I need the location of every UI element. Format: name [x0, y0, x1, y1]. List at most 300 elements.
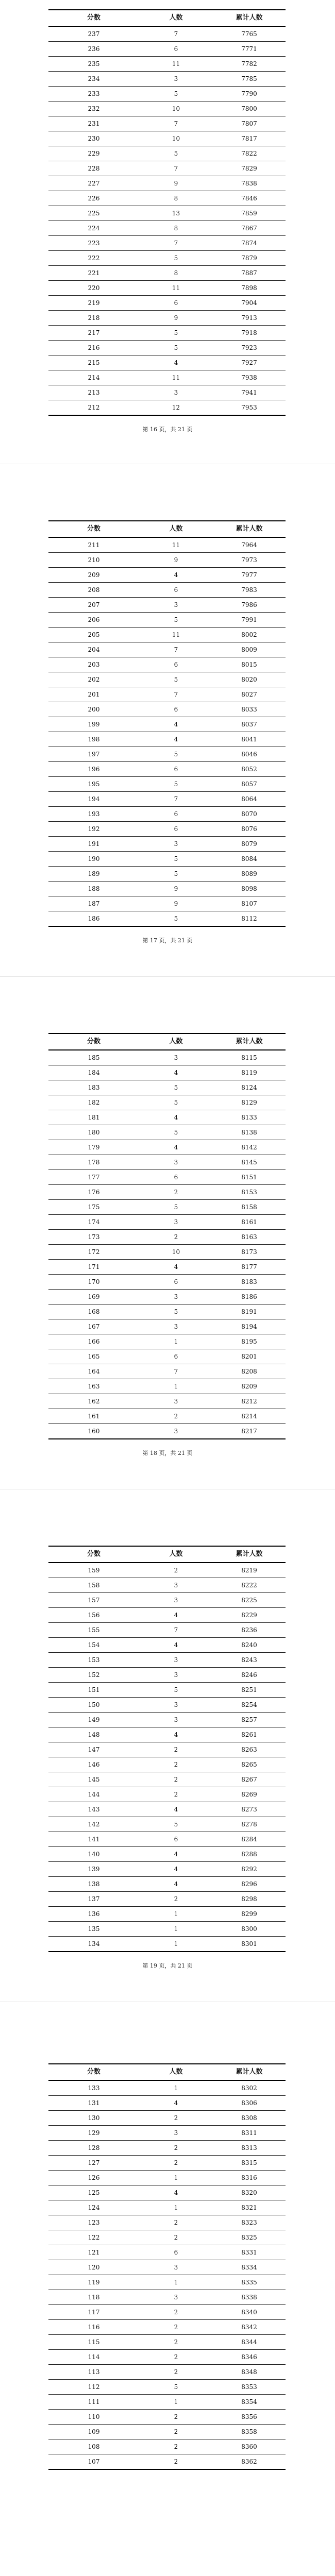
table-header-row: [48, 1546, 286, 1563]
table-row: [48, 1608, 286, 1623]
count-cell: 6: [139, 807, 213, 822]
score-cell: 112: [48, 2380, 139, 2395]
table-row: [48, 1349, 286, 1364]
score-cell: 134: [48, 1937, 139, 1952]
cumulative-cell: 8107: [213, 896, 286, 911]
count-cell: 5: [139, 867, 213, 882]
cumulative-cell: 8079: [213, 837, 286, 852]
score-cell: 114: [48, 2350, 139, 2365]
score-cell: 126: [48, 2171, 139, 2185]
score-cell: 117: [48, 2305, 139, 2320]
cumulative-cell: 8265: [213, 1757, 286, 1772]
table-row: [48, 1170, 286, 1185]
score-cell: 204: [48, 642, 139, 657]
cumulative-cell: 8292: [213, 1862, 286, 1877]
table-row: [48, 2290, 286, 2305]
score-cell: 188: [48, 882, 139, 896]
cumulative-cell: 7807: [213, 116, 286, 131]
count-cell: 5: [139, 341, 213, 355]
table-row: [48, 1563, 286, 1578]
table-row: [48, 116, 286, 131]
count-cell: 3: [139, 1155, 213, 1170]
cumulative-cell: 8340: [213, 2305, 286, 2320]
table-row: [48, 326, 286, 341]
score-cell: 150: [48, 1698, 139, 1713]
score-cell: 169: [48, 1290, 139, 1304]
cumulative-cell: 8084: [213, 852, 286, 867]
cumulative-cell: 7941: [213, 385, 286, 400]
table-row: [48, 2200, 286, 2215]
table-header-row: [48, 1033, 286, 1050]
cumulative-cell: 8254: [213, 1698, 286, 1713]
table-row: [48, 2141, 286, 2156]
score-cell: 118: [48, 2290, 139, 2305]
header-score: 分数: [48, 2064, 139, 2080]
table-row: [48, 2260, 286, 2275]
count-cell: 7: [139, 1623, 213, 1638]
score-cell: 166: [48, 1334, 139, 1349]
score-cell: 195: [48, 777, 139, 792]
count-cell: 11: [139, 537, 213, 553]
table-row: [48, 1578, 286, 1593]
score-cell: 236: [48, 42, 139, 57]
count-cell: 4: [139, 1877, 213, 1892]
score-cell: 208: [48, 583, 139, 598]
table-row: [48, 2380, 286, 2395]
score-cell: 193: [48, 807, 139, 822]
table-row: [48, 1638, 286, 1653]
score-cell: 173: [48, 1230, 139, 1245]
count-cell: 2: [139, 2410, 213, 2425]
score-cell: 141: [48, 1832, 139, 1847]
count-cell: 7: [139, 161, 213, 176]
table-row: [48, 717, 286, 732]
cumulative-cell: 8261: [213, 1727, 286, 1742]
table-row: [48, 1065, 286, 1080]
cumulative-cell: 8186: [213, 1290, 286, 1304]
score-cell: 194: [48, 792, 139, 807]
cumulative-cell: 8041: [213, 732, 286, 747]
score-cell: 228: [48, 161, 139, 176]
header-cumulative: 累计人数: [213, 1546, 286, 1563]
cumulative-cell: 8145: [213, 1155, 286, 1170]
score-cell: 201: [48, 687, 139, 702]
count-cell: 4: [139, 1608, 213, 1623]
score-cell: 153: [48, 1653, 139, 1668]
count-cell: 1: [139, 1922, 213, 1937]
count-cell: 9: [139, 553, 213, 568]
score-cell: 209: [48, 568, 139, 583]
count-cell: 10: [139, 1245, 213, 1260]
cumulative-cell: 8263: [213, 1742, 286, 1757]
cumulative-cell: 8320: [213, 2185, 286, 2200]
count-cell: 9: [139, 176, 213, 191]
score-cell: 211: [48, 537, 139, 553]
table-row: [48, 1095, 286, 1110]
cumulative-cell: 8288: [213, 1847, 286, 1862]
table-row: [48, 1713, 286, 1727]
count-cell: 7: [139, 26, 213, 42]
table-row: [48, 1110, 286, 1125]
count-cell: 2: [139, 2320, 213, 2335]
count-cell: 3: [139, 837, 213, 852]
cumulative-cell: 7829: [213, 161, 286, 176]
cumulative-cell: 8301: [213, 1937, 286, 1952]
score-cell: 190: [48, 852, 139, 867]
count-cell: 6: [139, 1832, 213, 1847]
score-cell: 172: [48, 1245, 139, 1260]
count-cell: 3: [139, 1290, 213, 1304]
count-cell: 6: [139, 42, 213, 57]
table-row: [48, 1319, 286, 1334]
count-cell: 1: [139, 1379, 213, 1394]
cumulative-cell: 8299: [213, 1907, 286, 1922]
table-row: [48, 1742, 286, 1757]
cumulative-cell: 8033: [213, 702, 286, 717]
score-cell: 127: [48, 2156, 139, 2171]
page-footer: 第 18 页，共 21 页: [142, 1450, 193, 1456]
table-row: [48, 2425, 286, 2439]
score-cell: 119: [48, 2275, 139, 2290]
count-cell: 11: [139, 281, 213, 296]
table-row: [48, 1862, 286, 1877]
score-cell: 175: [48, 1200, 139, 1215]
score-cell: 202: [48, 672, 139, 687]
count-cell: 3: [139, 1319, 213, 1334]
cumulative-cell: 8284: [213, 1832, 286, 1847]
cumulative-cell: 8240: [213, 1638, 286, 1653]
header-cumulative: 累计人数: [213, 1033, 286, 1050]
cumulative-cell: 8173: [213, 1245, 286, 1260]
cumulative-cell: 8138: [213, 1125, 286, 1140]
table-row: [48, 672, 286, 687]
count-cell: 3: [139, 2290, 213, 2305]
score-cell: 182: [48, 1095, 139, 1110]
score-cell: 230: [48, 131, 139, 146]
cumulative-cell: 8124: [213, 1080, 286, 1095]
cumulative-cell: 8346: [213, 2350, 286, 2365]
table-row: [48, 613, 286, 628]
cumulative-cell: 7983: [213, 583, 286, 598]
table-row: [48, 161, 286, 176]
score-cell: 205: [48, 628, 139, 642]
count-cell: 6: [139, 296, 213, 311]
score-cell: 133: [48, 2080, 139, 2096]
cumulative-cell: 8313: [213, 2141, 286, 2156]
count-cell: 9: [139, 882, 213, 896]
score-cell: 187: [48, 896, 139, 911]
score-cell: 218: [48, 311, 139, 326]
count-cell: 7: [139, 642, 213, 657]
cumulative-cell: 8356: [213, 2410, 286, 2425]
score-cell: 146: [48, 1757, 139, 1772]
table-row: [48, 867, 286, 882]
score-table: [48, 9, 286, 416]
cumulative-cell: 8153: [213, 1185, 286, 1200]
table-row: [48, 1140, 286, 1155]
cumulative-cell: 8089: [213, 867, 286, 882]
count-cell: 5: [139, 326, 213, 341]
cumulative-cell: 8158: [213, 1200, 286, 1215]
score-table: [48, 1546, 286, 1952]
table-row: [48, 1877, 286, 1892]
count-cell: 3: [139, 385, 213, 400]
header-score: 分数: [48, 10, 139, 26]
count-cell: 6: [139, 583, 213, 598]
count-cell: 3: [139, 1653, 213, 1668]
table-row: [48, 1050, 286, 1065]
table-body: [48, 26, 286, 415]
cumulative-cell: 8070: [213, 807, 286, 822]
count-cell: 4: [139, 717, 213, 732]
count-cell: 9: [139, 896, 213, 911]
score-cell: 158: [48, 1578, 139, 1593]
score-cell: 148: [48, 1727, 139, 1742]
cumulative-cell: 8269: [213, 1787, 286, 1802]
count-cell: 10: [139, 131, 213, 146]
cumulative-cell: 8027: [213, 687, 286, 702]
cumulative-cell: 8278: [213, 1817, 286, 1832]
cumulative-cell: 8009: [213, 642, 286, 657]
cumulative-cell: 8191: [213, 1304, 286, 1319]
table-row: [48, 2395, 286, 2410]
score-cell: 215: [48, 355, 139, 370]
score-cell: 200: [48, 702, 139, 717]
score-cell: 191: [48, 837, 139, 852]
table-row: [48, 1304, 286, 1319]
cumulative-cell: 8222: [213, 1578, 286, 1593]
table-row: [48, 1727, 286, 1742]
score-cell: 219: [48, 296, 139, 311]
table-row: [48, 1290, 286, 1304]
cumulative-cell: 7771: [213, 42, 286, 57]
count-cell: 3: [139, 598, 213, 613]
cumulative-cell: 8360: [213, 2439, 286, 2454]
cumulative-cell: 7923: [213, 341, 286, 355]
cumulative-cell: 8243: [213, 1653, 286, 1668]
cumulative-cell: 7973: [213, 553, 286, 568]
count-cell: 1: [139, 2200, 213, 2215]
cumulative-cell: 8335: [213, 2275, 286, 2290]
table-row: [48, 2454, 286, 2470]
table-row: [48, 1230, 286, 1245]
table-row: [48, 2365, 286, 2380]
table-row: [48, 702, 286, 717]
table-header-row: [48, 521, 286, 537]
cumulative-cell: 8321: [213, 2200, 286, 2215]
score-cell: 198: [48, 732, 139, 747]
table-row: [48, 146, 286, 161]
count-cell: 4: [139, 1727, 213, 1742]
score-cell: 216: [48, 341, 139, 355]
header-count: 人数: [139, 1546, 213, 1563]
score-cell: 227: [48, 176, 139, 191]
cumulative-cell: 8316: [213, 2171, 286, 2185]
table-row: [48, 1772, 286, 1787]
table-row: [48, 911, 286, 927]
table-row: [48, 1080, 286, 1095]
table-row: [48, 2410, 286, 2425]
score-cell: 183: [48, 1080, 139, 1095]
score-cell: 139: [48, 1862, 139, 1877]
count-cell: 4: [139, 732, 213, 747]
table-row: [48, 807, 286, 822]
table-row: [48, 1623, 286, 1638]
count-cell: 2: [139, 2350, 213, 2365]
table-row: [48, 896, 286, 911]
cumulative-cell: 7822: [213, 146, 286, 161]
table-row: [48, 131, 286, 146]
score-cell: 115: [48, 2335, 139, 2350]
count-cell: 6: [139, 1275, 213, 1290]
cumulative-cell: 8129: [213, 1095, 286, 1110]
cumulative-cell: 8311: [213, 2126, 286, 2141]
cumulative-cell: 8331: [213, 2245, 286, 2260]
count-cell: 4: [139, 2185, 213, 2200]
score-cell: 181: [48, 1110, 139, 1125]
count-cell: 2: [139, 1892, 213, 1907]
cumulative-cell: 8151: [213, 1170, 286, 1185]
score-cell: 184: [48, 1065, 139, 1080]
count-cell: 5: [139, 1683, 213, 1698]
cumulative-cell: 8300: [213, 1922, 286, 1937]
table-row: [48, 1364, 286, 1379]
count-cell: 6: [139, 657, 213, 672]
score-cell: 180: [48, 1125, 139, 1140]
header-score: 分数: [48, 1033, 139, 1050]
table-row: [48, 1394, 286, 1409]
score-cell: 214: [48, 370, 139, 385]
count-cell: 8: [139, 191, 213, 206]
cumulative-cell: 8194: [213, 1319, 286, 1334]
table-row: [48, 1200, 286, 1215]
count-cell: 7: [139, 1364, 213, 1379]
cumulative-cell: 8142: [213, 1140, 286, 1155]
score-cell: 231: [48, 116, 139, 131]
score-cell: 179: [48, 1140, 139, 1155]
score-cell: 110: [48, 2410, 139, 2425]
count-cell: 4: [139, 1862, 213, 1877]
table-row: [48, 1937, 286, 1952]
score-cell: 237: [48, 26, 139, 42]
count-cell: 5: [139, 613, 213, 628]
count-cell: 2: [139, 1772, 213, 1787]
count-cell: 4: [139, 568, 213, 583]
cumulative-cell: 8348: [213, 2365, 286, 2380]
count-cell: 10: [139, 101, 213, 116]
cumulative-cell: 8183: [213, 1275, 286, 1290]
page-footer: 第 19 页，共 21 页: [142, 1962, 193, 1969]
cumulative-cell: 8358: [213, 2425, 286, 2439]
table-header-row: [48, 10, 286, 26]
table-row: [48, 2439, 286, 2454]
score-cell: 121: [48, 2245, 139, 2260]
count-cell: 5: [139, 1095, 213, 1110]
score-cell: 128: [48, 2141, 139, 2156]
count-cell: 6: [139, 2245, 213, 2260]
score-cell: 136: [48, 1907, 139, 1922]
count-cell: 6: [139, 1349, 213, 1364]
table-row: [48, 191, 286, 206]
table-row: [48, 1698, 286, 1713]
cumulative-cell: 8296: [213, 1877, 286, 1892]
table-row: [48, 2335, 286, 2350]
cumulative-cell: 7898: [213, 281, 286, 296]
count-cell: 3: [139, 2260, 213, 2275]
table-row: [48, 687, 286, 702]
score-cell: 131: [48, 2096, 139, 2111]
count-cell: 2: [139, 2230, 213, 2245]
count-cell: 3: [139, 1050, 213, 1065]
table-row: [48, 2350, 286, 2365]
score-cell: 189: [48, 867, 139, 882]
cumulative-cell: 8338: [213, 2290, 286, 2305]
score-cell: 111: [48, 2395, 139, 2410]
cumulative-cell: 8225: [213, 1593, 286, 1608]
score-cell: 224: [48, 221, 139, 236]
table-row: [48, 628, 286, 642]
score-cell: 163: [48, 1379, 139, 1394]
score-cell: 206: [48, 613, 139, 628]
table-row: [48, 1668, 286, 1683]
header-count: 人数: [139, 2064, 213, 2080]
cumulative-cell: 8323: [213, 2215, 286, 2230]
cumulative-cell: 8119: [213, 1065, 286, 1080]
count-cell: 1: [139, 1334, 213, 1349]
table-row: [48, 1832, 286, 1847]
table-row: [48, 642, 286, 657]
table-row: [48, 852, 286, 867]
cumulative-cell: 8302: [213, 2080, 286, 2096]
cumulative-cell: 7765: [213, 26, 286, 42]
table-row: [48, 732, 286, 747]
score-table: [48, 1033, 286, 1439]
table-row: [48, 206, 286, 221]
page-divider: [0, 976, 335, 977]
table-row: [48, 87, 286, 101]
score-cell: 232: [48, 101, 139, 116]
score-cell: 159: [48, 1563, 139, 1578]
count-cell: 5: [139, 146, 213, 161]
count-cell: 9: [139, 311, 213, 326]
table-row: [48, 2171, 286, 2185]
cumulative-cell: 8112: [213, 911, 286, 927]
count-cell: 6: [139, 822, 213, 837]
table-row: [48, 1593, 286, 1608]
count-cell: 2: [139, 2141, 213, 2156]
score-cell: 217: [48, 326, 139, 341]
table-row: [48, 2305, 286, 2320]
cumulative-cell: 8177: [213, 1260, 286, 1275]
table-row: [48, 1125, 286, 1140]
count-cell: 2: [139, 1230, 213, 1245]
table-row: [48, 266, 286, 281]
score-cell: 223: [48, 236, 139, 251]
cumulative-cell: 7977: [213, 568, 286, 583]
cumulative-cell: 8163: [213, 1230, 286, 1245]
cumulative-cell: 8344: [213, 2335, 286, 2350]
cumulative-cell: 8076: [213, 822, 286, 837]
table-row: [48, 1653, 286, 1668]
count-cell: 5: [139, 2380, 213, 2395]
table-row: [48, 296, 286, 311]
count-cell: 1: [139, 2080, 213, 2096]
score-cell: 116: [48, 2320, 139, 2335]
table-row: [48, 1215, 286, 1230]
table-body: [48, 537, 286, 926]
cumulative-cell: 8161: [213, 1215, 286, 1230]
score-cell: 120: [48, 2260, 139, 2275]
